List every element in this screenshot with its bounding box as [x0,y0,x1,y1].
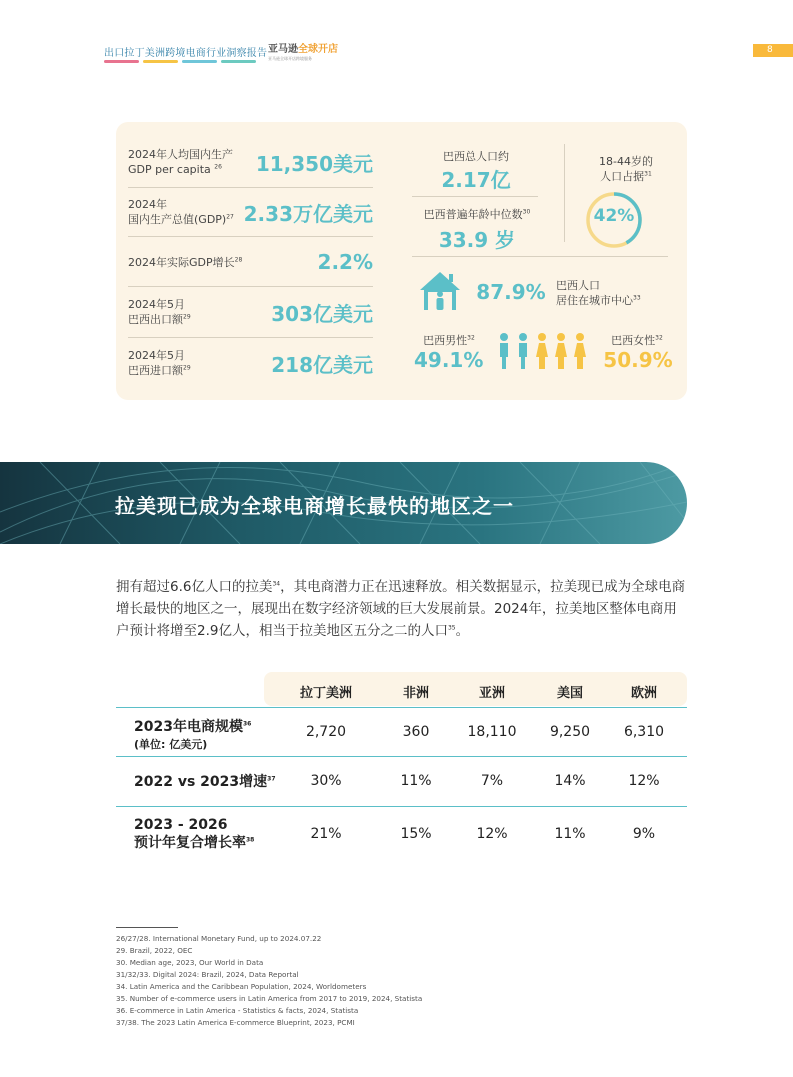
table-cell: 7% [480,773,504,789]
median-age-label: 巴西普遍年龄中位数$^{30}$ [423,208,531,221]
stat-label: 2024年实际GDP增长 [128,255,235,269]
stat-label: GDP per capita [128,163,211,176]
male-value: 49.1% [414,348,484,372]
stat-label: 2024年 [128,198,167,211]
stat-label: 2024年人均国内生产 [128,148,233,161]
stripe-yellow [143,60,178,63]
footnote: 37/38. The 2023 Latin America E-commerce Blueprint, 2023, PCMI [116,1018,355,1027]
row-label-growth: 2022 vs 2023增速$^{37}$ [134,774,276,790]
footnote-ref: 28 [234,255,243,263]
female-value: 50.9% [603,348,673,372]
stat-row-gdp-growth [128,244,373,280]
stat-label: 2024年5月 [128,349,185,362]
population-label: 巴西总人口约 [443,150,509,163]
table-cell: 6,310 [623,724,665,740]
report-title: 出口拉丁美洲跨境电商行业洞察报告 [104,48,268,59]
brazil-stats-card [116,122,687,400]
footnote-ref: 27 [226,213,234,221]
divider [412,196,538,197]
divider [564,144,565,242]
table-cell: 9% [632,826,656,842]
column-header: 美国 [556,686,583,701]
table-cell: 14% [554,773,586,789]
stripe-pink [104,60,139,63]
table-cell: 30% [310,773,342,789]
header-stripes [104,60,256,63]
table-cell: 12% [476,826,508,842]
table-cell: 2,720 [305,724,347,740]
gender-people-icons [494,332,594,372]
divider [128,187,373,188]
median-age-value: 33.9 岁 [438,228,516,252]
table-cell: 18,110 [467,724,517,740]
footnote-ref: 29 [183,364,191,372]
stat-value: 2.2% [317,250,373,274]
female-label: 巴西女性$^{32}$ [611,334,663,347]
column-header: 亚洲 [478,686,505,701]
footnote: 26/27/28. International Monetary Fund, up to 2024.07.22 [116,934,322,943]
footnote: 36. E-commerce in Latin America - Statistics & facts, 2024, Statista [116,1006,359,1015]
section-title: 拉美现已成为全球电商增长最快的地区之一 [115,494,514,518]
table-cell: 15% [400,826,432,842]
footnote-ref: 29 [183,313,191,321]
footnote-rule [116,927,178,928]
divider [412,256,668,257]
stat-label: 国内生产总值(GDP) [128,213,227,226]
table-cell: 21% [310,826,342,842]
male-person-icon [500,333,508,369]
male-label: 巴西男性$^{32}$ [423,334,475,347]
table-cell: 360 [402,724,430,740]
amazon-global-selling-logo [268,40,338,62]
divider [128,337,373,338]
stat-row-exports [128,294,373,330]
table-cell: 12% [628,773,660,789]
male-person-icon [519,333,527,369]
stat-value: 303亿美元 [271,301,373,326]
age-share-label: 18-44岁的 人口占据$^{31}$ [599,155,653,183]
stripe-blue [182,60,217,63]
stat-value: 2.33万亿美元 [243,201,373,226]
column-header: 非洲 [402,686,429,701]
stat-label: 2024年5月 [128,298,185,311]
stripe-teal [221,60,256,63]
footnotes [116,933,422,1029]
footnote: 31/32/33. Digital 2024: Brazil, 2024, Data Reportal [116,970,299,979]
row-label-market-size: 2023年电商规模$^{36}$ (单位: 亿美元) [134,719,252,751]
stat-label: 巴西出口额 [128,313,183,326]
female-person-icon [555,333,567,369]
urban-value: 87.9% [476,280,546,304]
stat-value: 11,350美元 [255,151,373,176]
footnote: 29. Brazil, 2022, OEC [116,946,193,955]
section-banner [0,462,687,544]
logo-org-text: 全球开店 [298,44,338,55]
intro-paragraph: 拥有超过6.6亿人口的拉美$^{34}$，其电商潜力正在迅速释放。相关数据显示，拉美现已成为全球电商增长最快的地区之一，展现出在数字经济领域的巨大发展前景。2024年，拉美地区整体电商用户预计将增至2.9亿人，相当于拉美地区五分之二的人口$^{35}$。 [116,579,686,639]
footnote: 35. Number of e-commerce users in Latin America from 2017 to 2019, 2024, Statista [116,994,423,1003]
footnote-ref: 26 [214,163,222,171]
stat-row-imports [128,345,373,381]
column-header: 拉丁美洲 [299,686,352,701]
table-divider [116,806,687,807]
urban-label: 巴西人口 居住在城市中心$^{33}$ [556,279,641,307]
footnote: 30. Median age, 2023, Our World in Data [116,958,264,967]
stat-row-gdp-per-capita [128,144,373,180]
age-share-value: 42% [593,206,635,226]
female-person-icon [574,333,586,369]
column-header: 欧洲 [630,686,657,701]
stat-row-gdp [128,194,373,230]
house-person-icon [418,270,462,312]
page-number: 8 [753,44,793,57]
table-cell: 11% [554,826,586,842]
stat-label: 巴西进口额 [128,364,183,377]
logo-main-text: 亚马逊 [268,44,298,55]
divider [128,286,373,287]
table-cell: 9,250 [549,724,591,740]
female-person-icon [536,333,548,369]
table-divider [116,756,687,757]
divider [128,236,373,237]
table-cell: 11% [400,773,432,789]
stat-value: 218亿美元 [271,352,373,377]
row-label-cagr: 2023 - 2026 预计年复合增长率$^{38}$ [134,817,255,851]
table-divider [116,707,687,708]
logo-subtext: 亚马逊全球开店跨境服务 [268,56,312,61]
footnote: 34. Latin America and the Caribbean Population, 2024, Worldometers [116,982,367,991]
population-value: 2.17亿 [441,168,511,192]
